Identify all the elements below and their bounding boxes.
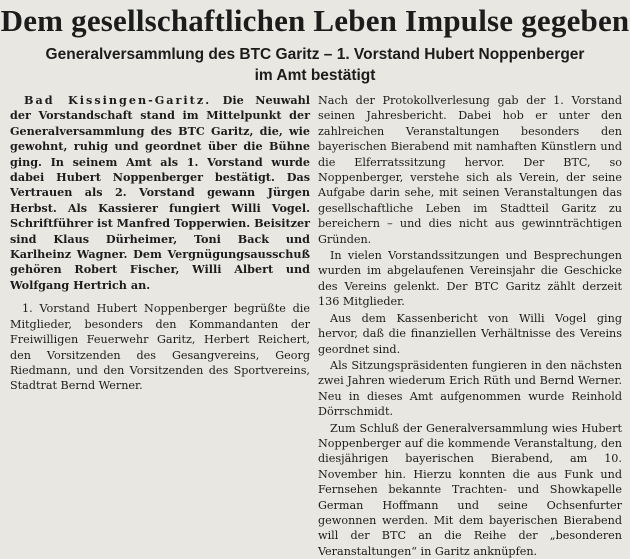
subheadline-line-2: im Amt bestätigt bbox=[254, 67, 376, 84]
body-paragraph: In vielen Vorstandssitzungen und Besprechungen wurden im abgelaufenen Vereinsjahr die Geschicke des Vereins gelenkt. Der BTC Garitz zählt derzeit 136 Mitglieder. bbox=[318, 249, 622, 309]
body-paragraph: Nach der Protokollverlesung gab der 1. Vorstand seinen Jahresbericht. Dabei hob er unter den zahlreichen Veranstaltungen besonders den bayerischen Bierabend mit namhaften Künstlern und die Elferratssitzung hervor. Der BTC, so Noppenberger, verstehe sich als Verein, der seine Aufgabe darin sehe, mit seinen Veranstaltungen das gesellschaftliche Leben im Stadtteil Garitz zu bereichern – und dies nicht aus gewinnträchtigen Gründen. bbox=[318, 94, 622, 246]
lead-paragraph bbox=[10, 93, 310, 293]
dateline: Bad Kissingen-Garitz. bbox=[24, 93, 212, 107]
body-paragraph: 1. Vorstand Hubert Noppenberger begrüßte die Mitglieder, besonders den Kommandanten der Freiwilligen Feuerwehr Garitz, Herbert Reichert, den Vorsitzenden des Gesangvereins, Georg Riedmann, und den Vorsitzenden des Sportvereins, Stadtrat Bernd Werner. bbox=[10, 302, 310, 393]
article-column-left bbox=[10, 93, 310, 394]
headline: Dem gesellschaftlichen Leben Impulse gegeben bbox=[0, 3, 630, 38]
body-paragraph: Aus dem Kassenbericht von Willi Vogel ging hervor, daß die finanziellen Verhältnisse des Vereins geordnet sind. bbox=[318, 311, 622, 356]
lead-text: Die Neuwahl der Vorstandschaft stand im Mittelpunkt der Generalversammlung des BTC Garitz, die, wie gewohnt, ruhig und geordnet über die Bühne ging. In seinem Amt als 1. Vorstand wurde dabei Hubert Noppenberger bestätigt. Das Vertrauen als 2. Vorstand gewann Jürgen Herbst. Als Kassierer fungiert Willi Vogel. Schriftführer ist Manfred Topperwien. Beisitzer sind Klaus Dürheimer, Toni Back und Karlheinz Wagner. Dem Vergnügungsausschuß gehören Robert Fischer, Willi Albert und Wolfgang Hertrich an. bbox=[10, 93, 310, 292]
body-paragraph: Als Sitzungspräsidenten fungieren in den nächsten zwei Jahren wiederum Erich Rüth und Bernd Werner. Neu in dieses Amt aufgenommen wurde Reinhold Dörrschmidt. bbox=[318, 358, 622, 419]
article-column-right bbox=[318, 93, 622, 559]
subheadline-line-1: Generalversammlung des BTC Garitz – 1. Vorstand Hubert Noppenberger bbox=[45, 46, 585, 63]
body-paragraph: Zum Schluß der Generalversammlung wies Hubert Noppenberger auf die kommende Veranstaltung, den diesjährigen bayerischen Bierabend, am 10. November hin. Hierzu konnten die aus Funk und Fernsehen bekannte Trachten- und Showkapelle German Hoffmann und seine Ochsenfurter gewonnen werden. Mit dem bayerischen Bierabend will der BTC an die Reihe der „besonderen Veranstaltungen“ in Garitz anknüpfen. bbox=[318, 421, 622, 558]
subheadline bbox=[20, 44, 610, 86]
